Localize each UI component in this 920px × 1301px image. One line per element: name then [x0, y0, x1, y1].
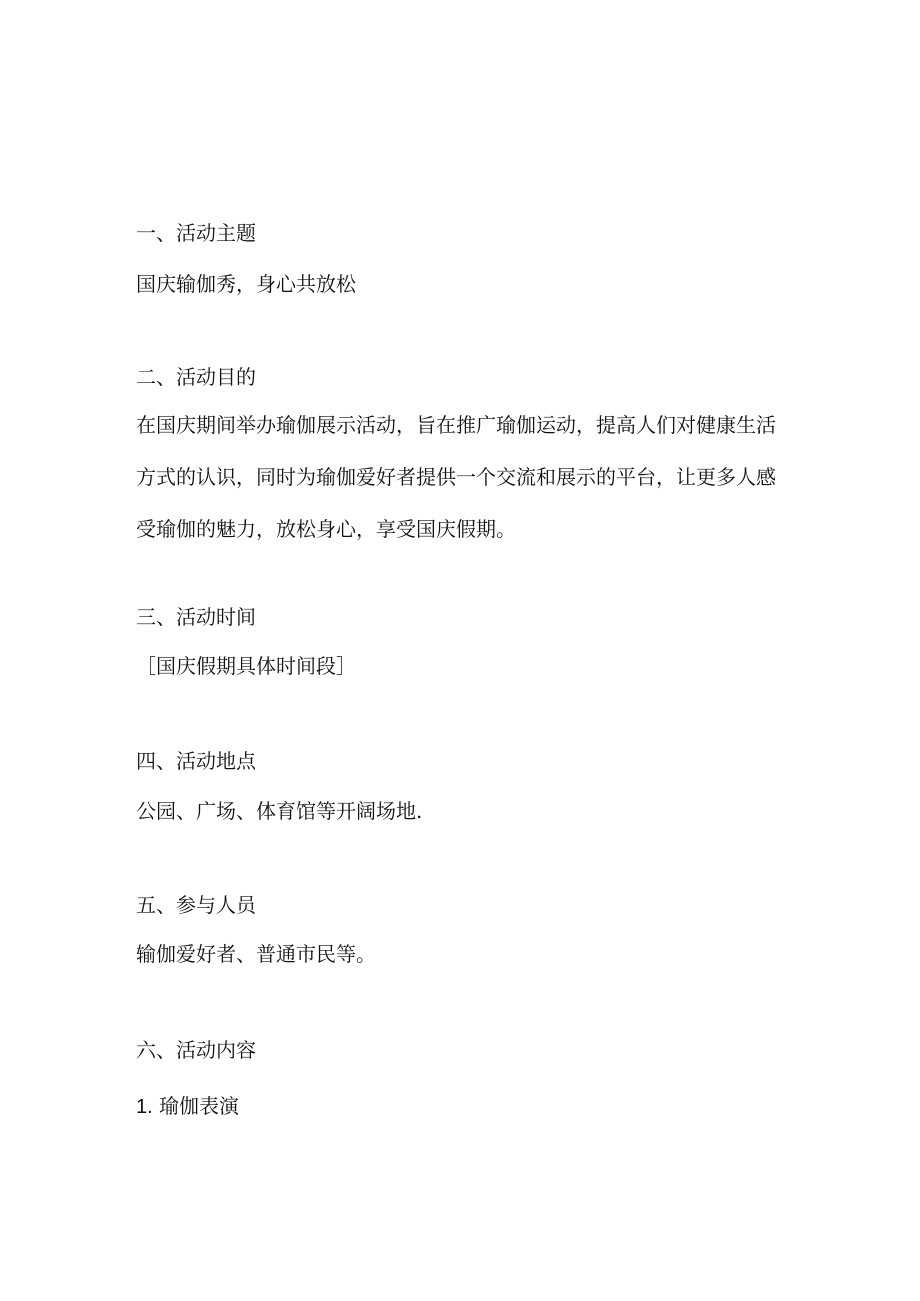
section-2-heading: 二、活动目的 [136, 365, 256, 389]
section-2-body-line-1: 在国庆期间举办瑜伽展示活动，旨在推广瑜伽运动，提高人们对健康生活 [136, 413, 776, 437]
section-1-body: 国庆输伽秀，身心共放松 [136, 272, 356, 296]
section-2-body-line-3: 受瑜伽的魅力，放松身心，享受国庆假期。 [136, 517, 516, 541]
section-6-heading: 六、活动内容 [136, 1038, 256, 1062]
section-5-body: 输伽爱好者、普通市民等。 [136, 942, 376, 966]
section-5-heading: 五、参与人员 [136, 893, 256, 917]
subitem-1 [136, 1094, 239, 1119]
section-4-body: 公园、广场、体育馆等开阔场地. [136, 799, 423, 823]
section-3-body: ［国庆假期具体时间段］ [136, 654, 356, 678]
section-4-heading: 四、活动地点 [136, 749, 256, 773]
section-1-heading: 一、活动主题 [136, 221, 256, 245]
subitem-1-number: 1. [136, 1096, 153, 1118]
section-3-heading: 三、活动时间 [136, 605, 256, 629]
section-2-body-line-2: 方式的认识，同时为瑜伽爱好者提供一个交流和展示的平台，让更多人感 [136, 465, 776, 489]
section-2-body [136, 413, 786, 541]
subitem-1-label: 瑜伽表演 [159, 1094, 240, 1118]
